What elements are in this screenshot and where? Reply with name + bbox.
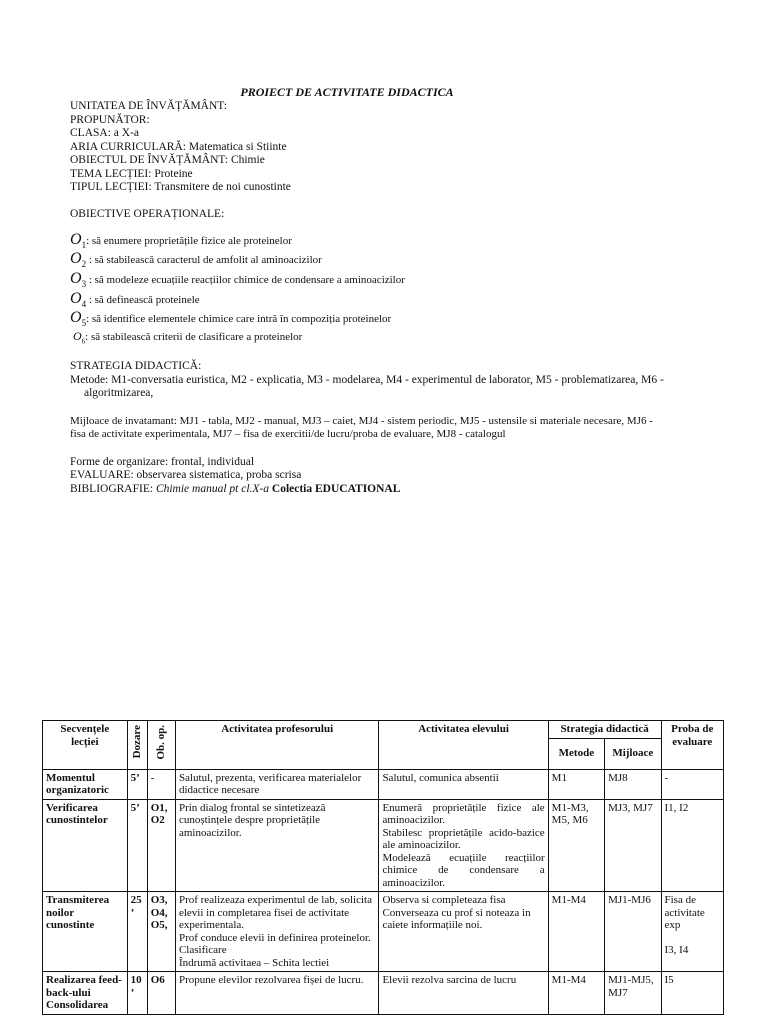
objective-item bbox=[70, 311, 710, 330]
objective-item bbox=[70, 330, 710, 345]
tema-line: TEMA LECȚIEI: Proteine bbox=[70, 167, 193, 180]
tipul-line: TIPUL LECȚIEI: Transmitere de noi cunostinte bbox=[70, 181, 291, 193]
table-row bbox=[43, 769, 724, 799]
profesor-text: Îndrumă activitaea – Schita lectiei bbox=[178, 956, 330, 969]
elev-cell: Elevii rezolva sarcina de lucru bbox=[379, 972, 548, 1015]
profesor-text: Prof realizeaza experimentul de lab, solicita elevii in completarea fisei de activitate experimentala. bbox=[178, 894, 372, 931]
objective-text: : să stabilească criterii de clasificare a proteinelor bbox=[85, 331, 303, 343]
obop-cell: - bbox=[147, 769, 175, 799]
objective-symbol: $O_4$ bbox=[70, 290, 87, 310]
elev-text: Modelează ecuațiile reacțiilor chimice de condensare a aminoacizilor. bbox=[382, 851, 545, 889]
page-title: PROIECT DE ACTIVITATE DIDACTICA bbox=[240, 85, 454, 99]
objective-text: : să enumere proprietățile fizice ale proteinelor bbox=[86, 235, 292, 247]
obop-cell: O1, O2 bbox=[147, 799, 175, 892]
propunator-line: PROPUNĂTOR: bbox=[70, 113, 150, 126]
objective-symbol: $O_5$ bbox=[70, 309, 87, 329]
col-mijloace: Mijloace bbox=[605, 738, 661, 769]
profesor-cell: Salutul, prezenta, verificarea materialelor didactice necesare bbox=[175, 769, 378, 799]
profesor-cell bbox=[175, 892, 378, 972]
lesson-table bbox=[42, 720, 724, 1015]
col-elev: Activitatea elevului bbox=[379, 721, 548, 770]
bibliografie-collection: Colectia EDUCATIONAL bbox=[269, 482, 401, 495]
objectives-list bbox=[70, 233, 710, 345]
proba-cell: - bbox=[661, 769, 724, 799]
col-secventele: Secvențele lecției bbox=[43, 721, 128, 770]
proba-text: I3, I4 bbox=[664, 943, 689, 956]
profesor-cell: Propune elevilor rezolvarea fișei de lucru. bbox=[175, 972, 378, 1015]
objective-text: : să stabilească caracterul de amfolit al aminoacizilor bbox=[86, 254, 322, 266]
obiectul-line: OBIECTUL DE ÎNVĂȚĂMÂNT: Chimie bbox=[70, 154, 265, 166]
elev-text: Stabilesc proprietățile acido-bazice ale aminoacizilor. bbox=[382, 826, 545, 851]
aria-line: ARIA CURRICULARĂ: Matematica si Stiinte bbox=[70, 140, 287, 153]
proba-cell: I5 bbox=[661, 972, 724, 1015]
table-row bbox=[43, 892, 724, 972]
objective-text: : să definească proteinele bbox=[86, 294, 200, 306]
metode-cell: M1 bbox=[548, 769, 604, 799]
seq-cell: Transmiterea noilor cunostinte bbox=[43, 892, 128, 972]
bibliografie-title: Chimie manual pt cl.X-a bbox=[155, 482, 270, 495]
metode-cell: M1-M4 bbox=[548, 892, 604, 972]
col-profesor: Activitatea profesorului bbox=[175, 721, 378, 770]
objective-text: : să identifice elementele chimice care intră în compoziția proteinelor bbox=[86, 313, 392, 325]
seq-cell: Verificarea cunostintelor bbox=[43, 799, 128, 892]
table-row bbox=[43, 972, 724, 1015]
objective-item bbox=[70, 272, 710, 291]
proba-cell: I1, I2 bbox=[661, 799, 724, 892]
obop-cell: O3, O4, O5, bbox=[147, 892, 175, 972]
elev-text: Converseaza cu prof si noteaza in caiete informațiile noi. bbox=[382, 906, 531, 931]
proba-cell bbox=[661, 892, 724, 972]
bibliografie-label: BIBLIOGRAFIE: bbox=[70, 482, 156, 495]
mijloace-line: Mijloace de invatamant: MJ1 - tabla, MJ2 - manual, MJ3 – caiet, MJ4 - sistem periodic, MJ5 - ustensile si materiale necesare, MJ6 - bbox=[70, 414, 653, 427]
metode-cell: M1-M4 bbox=[548, 972, 604, 1015]
seq-cell: Realizarea feed-back-ului Consolidarea bbox=[43, 972, 128, 1015]
objectives-heading-text: OBIECTIVE OPERAȚIONALE: bbox=[70, 208, 225, 220]
objective-symbol: $O_3$ bbox=[70, 270, 87, 290]
metode-line: Metode: M1-conversatia euristica, M2 - explicatia, M3 - modelarea, M4 - experimentul de laborator, M5 - problematizarea, M6 - bbox=[70, 373, 664, 386]
objective-symbol: $O_1$ bbox=[70, 231, 87, 251]
mijloace-line-2: fisa de activitate experimentala, MJ7 – fisa de exercitii/de lucru/proba de evaluare, MJ8 - catalogul bbox=[70, 428, 506, 440]
table-header-row bbox=[43, 721, 724, 739]
objective-symbol: $O_2$ bbox=[70, 250, 87, 270]
dozare-cell: 5’ bbox=[127, 799, 147, 892]
mijloace-cell: MJ8 bbox=[605, 769, 661, 799]
obop-cell: O6 bbox=[147, 972, 175, 1015]
table-row bbox=[43, 799, 724, 892]
clasa-line: CLASA: a X-a bbox=[70, 127, 139, 139]
objectives-heading bbox=[70, 208, 710, 222]
elev-cell: Salutul, comunica absentii bbox=[379, 769, 548, 799]
mijloace-cell: MJ1-MJ5, MJ7 bbox=[605, 972, 661, 1015]
seq-cell: Momentul organizatoric bbox=[43, 769, 128, 799]
elev-cell bbox=[379, 799, 548, 892]
objective-text: : să modeleze ecuațiile reacțiilor chimice de condensare a aminoacizilor bbox=[86, 274, 405, 286]
forme-line: Forme de organizare: frontal, individual bbox=[70, 455, 255, 468]
header-block bbox=[70, 100, 710, 195]
col-proba: Proba de evaluare bbox=[661, 721, 724, 770]
dozare-cell: 10 ’ bbox=[127, 972, 147, 1015]
objective-symbol: $O_6$ bbox=[73, 329, 86, 346]
objective-item bbox=[70, 233, 710, 252]
unitate-line: UNITATEA DE ÎNVĂȚĂMÂNT: bbox=[70, 100, 227, 112]
dozare-cell: 25 ’ bbox=[127, 892, 147, 972]
col-dozare: Dozare bbox=[127, 721, 147, 770]
profesor-cell: Prin dialog frontal se sintetizează cunoștințele despre proprietățile aminoacizilor. bbox=[175, 799, 378, 892]
dozare-cell: 5’ bbox=[127, 769, 147, 799]
proba-text: Fisa de activitate exp bbox=[664, 894, 705, 931]
col-obop: Ob. op. bbox=[147, 721, 175, 770]
elev-cell bbox=[379, 892, 548, 972]
col-strategia: Strategia didactică bbox=[548, 721, 661, 739]
metode-cell: M1-M3, M5, M6 bbox=[548, 799, 604, 892]
metode-line-2: algoritmizarea, bbox=[84, 387, 154, 399]
objective-item bbox=[70, 292, 710, 311]
mijloace-cell: MJ3, MJ7 bbox=[605, 799, 661, 892]
strategy-block bbox=[70, 360, 702, 496]
elev-text: Observa si completeaza fisa bbox=[382, 894, 506, 906]
objective-item bbox=[70, 252, 710, 271]
elev-text: Enumeră proprietățile fizice ale aminoacizilor. bbox=[382, 801, 545, 826]
evaluare-line: EVALUARE: observarea sistematica, proba scrisa bbox=[70, 469, 302, 481]
mijloace-cell: MJ1-MJ6 bbox=[605, 892, 661, 972]
profesor-text: Prof conduce elevii in definirea proteinelor. Clasificare bbox=[178, 931, 371, 956]
bibliografie-line bbox=[70, 483, 702, 497]
strategy-heading: STRATEGIA DIDACTICĂ: bbox=[70, 360, 202, 372]
col-metode: Metode bbox=[548, 738, 604, 769]
